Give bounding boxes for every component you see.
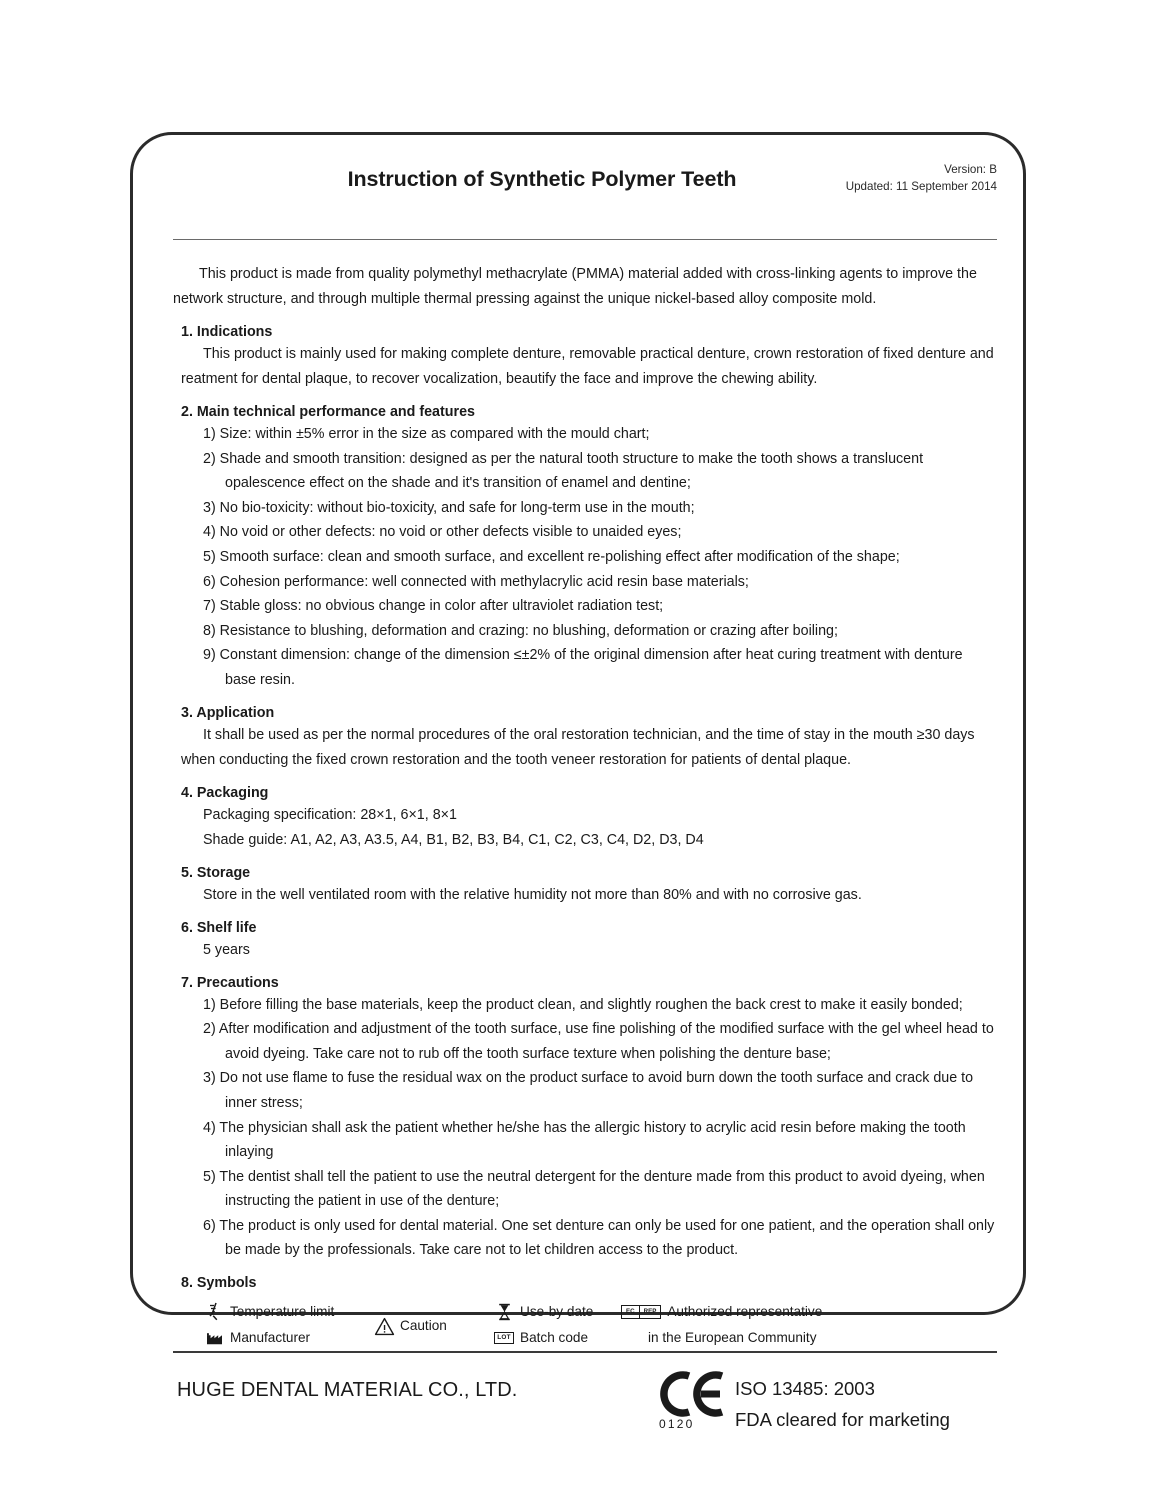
section-heading-packaging: 4. Packaging <box>181 784 269 801</box>
ec-text: EC <box>622 1306 640 1318</box>
symbol-authorized-representative-line2 <box>621 1325 822 1351</box>
version-text: Version: B <box>944 163 997 176</box>
list-item: 5) Smooth surface: clean and smooth surface, and excellent re-polishing effect after modification of the shape; <box>203 548 900 565</box>
intro-text: This product is made from quality polymethyl methacrylate (PMMA) material added with cross-linking agents to improve the network structure, and through multiple thermal pressing against the unique nickel-based alloy composite mold. <box>173 266 977 307</box>
features-list <box>173 422 997 693</box>
ce-notified-body-number: 0120 <box>659 1417 695 1432</box>
document-footer <box>173 1367 997 1437</box>
list-item: 5) The dentist shall tell the patient to use the neutral detergent for the denture made from this product to avoid dyeing, when instructing the patient in use of the denture; <box>203 1168 985 1210</box>
list-item: 8) Resistance to blushing, deformation and crazing: no blushing, deformation or crazing after boiling; <box>203 622 838 639</box>
symbol-label: Batch code <box>520 1330 589 1346</box>
document-content <box>173 159 997 1437</box>
symbol-label: Authorized representative <box>667 1304 823 1320</box>
ec-rep-box-icon <box>621 1305 661 1319</box>
hourglass-icon <box>493 1302 515 1322</box>
lot-box-text: LOT <box>494 1332 513 1344</box>
symbol-label: Caution <box>400 1318 447 1334</box>
symbols-column-1 <box>203 1299 334 1351</box>
section-body-indications <box>173 342 997 392</box>
list-item: 1) Before filling the base materials, keep the product clean, and slightly roughen the back crest to make it easily bonded; <box>203 996 963 1013</box>
symbol-authorized-representative <box>621 1299 822 1325</box>
symbols-column-2 <box>373 1313 447 1339</box>
section-heading-storage: 5. Storage <box>181 864 251 881</box>
header-divider <box>173 239 997 240</box>
intro-paragraph <box>173 262 997 312</box>
company-name: HUGE DENTAL MATERIAL CO., LTD. <box>177 1379 518 1402</box>
symbol-label: Temperature limit <box>230 1304 335 1320</box>
list-item: 3) Do not use flame to fuse the residual wax on the product surface to avoid burn down the tooth surface and crack due to inner stress; <box>203 1070 974 1111</box>
precautions-list <box>173 993 997 1264</box>
ce-mark <box>659 1371 725 1432</box>
updated-text: Updated: 11 September 2014 <box>845 180 997 193</box>
list-item: 4) The physician shall ask the patient whether he/she has the allergic history to acrylic acid resin before making the tooth inlaying <box>203 1119 966 1161</box>
list-item: 1) Size: within ±5% error in the size as compared with the mould chart; <box>203 426 650 442</box>
symbols-column-4 <box>621 1299 822 1351</box>
section-body-shelf-life: 5 years <box>203 941 250 958</box>
symbol-temperature-limit <box>203 1299 334 1325</box>
list-item: 6) The product is only used for dental material. One set denture can only be used for one patient, and the operation shall only be made by the professionals. Take care not to let children access to the product. <box>203 1217 995 1259</box>
list-item: 7) Stable gloss: no obvious change in color after ultraviolet radiation test; <box>203 598 664 615</box>
list-item: 3) No bio-toxicity: without bio-toxicity, and safe for long-term use in the mouth; <box>203 499 695 516</box>
cert-fda: FDA cleared for marketing <box>735 1409 950 1431</box>
section-heading-precautions: 7. Precautions <box>181 974 279 991</box>
packaging-shade-guide: Shade guide: A1, A2, A3, A3.5, A4, B1, B2, B3, B4, C1, C2, C3, C4, D2, D3, D4 <box>203 831 704 848</box>
symbol-label: Use-by date <box>520 1304 594 1320</box>
list-item: 9) Constant dimension: change of the dimension ≤±2% of the original dimension after heat curing treatment with denture base resin. <box>203 647 963 688</box>
symbol-manufacturer <box>203 1325 334 1351</box>
list-item: 4) No void or other defects: no void or other defects visible to unaided eyes; <box>203 524 682 541</box>
section-heading-application: 3. Application <box>181 704 275 721</box>
symbol-batch-code <box>493 1325 593 1351</box>
caution-triangle-icon <box>373 1316 395 1336</box>
symbols-column-3 <box>493 1299 593 1351</box>
section-body-application <box>173 723 997 773</box>
thermometer-icon <box>203 1302 225 1322</box>
ce-logo-icon <box>659 1371 725 1417</box>
section-heading-shelf-life: 6. Shelf life <box>181 919 257 936</box>
symbol-use-by-date <box>493 1299 593 1325</box>
document-border-frame <box>130 132 1026 1432</box>
factory-icon <box>203 1328 225 1348</box>
application-text: It shall be used as per the normal procedures of the oral restoration technician, and the time of stay in the mouth ≥30 days when conducting the fixed crown restoration and the tooth veneer restoration for patients of dental plaque. <box>181 726 975 768</box>
page-title: Instruction of Synthetic Polymer Teeth <box>347 167 737 191</box>
section-heading-symbols: 8. Symbols <box>181 1275 257 1292</box>
section-heading-indications: 1. Indications <box>181 324 273 340</box>
cert-iso: ISO 13485: 2003 <box>735 1378 875 1400</box>
document-header <box>173 159 997 217</box>
list-item: 6) Cohesion performance: well connected with methylacrylic acid resin base materials; <box>203 573 749 590</box>
packaging-specification: Packaging specification: 28×1, 6×1, 8×1 <box>203 806 457 823</box>
symbol-caution <box>373 1313 447 1339</box>
footer-divider <box>173 1351 997 1353</box>
section-body-storage: Store in the well ventilated room with the relative humidity not more than 80% and with no corrosive gas. <box>203 886 862 903</box>
list-item: 2) Shade and smooth transition: designed as per the natural tooth structure to make the tooth shows a translucent opalescence effect on the shade and it's transition of enamel and dentine; <box>203 450 924 492</box>
symbol-label: Manufacturer <box>230 1330 311 1346</box>
certifications <box>735 1373 950 1435</box>
rep-text: REP <box>643 1308 657 1316</box>
section-heading-features: 2. Main technical performance and features <box>181 404 475 420</box>
list-item: 2) After modification and adjustment of the tooth surface, use fine polishing of the modified surface with the gel wheel head to avoid dyeing. Take care not to rub off the tooth surface texture when polishing the denture base; <box>203 1021 994 1062</box>
version-block <box>846 161 997 195</box>
symbol-label: in the European Community <box>648 1330 817 1346</box>
symbols-legend <box>173 1299 997 1351</box>
lot-box-icon <box>493 1328 515 1348</box>
indications-text: This product is mainly used for making complete denture, removable practical denture, crown restoration of fixed denture and reatment for dental plaque, to recover vocalization, beautify the face and improve the chewing ability. <box>181 346 994 387</box>
